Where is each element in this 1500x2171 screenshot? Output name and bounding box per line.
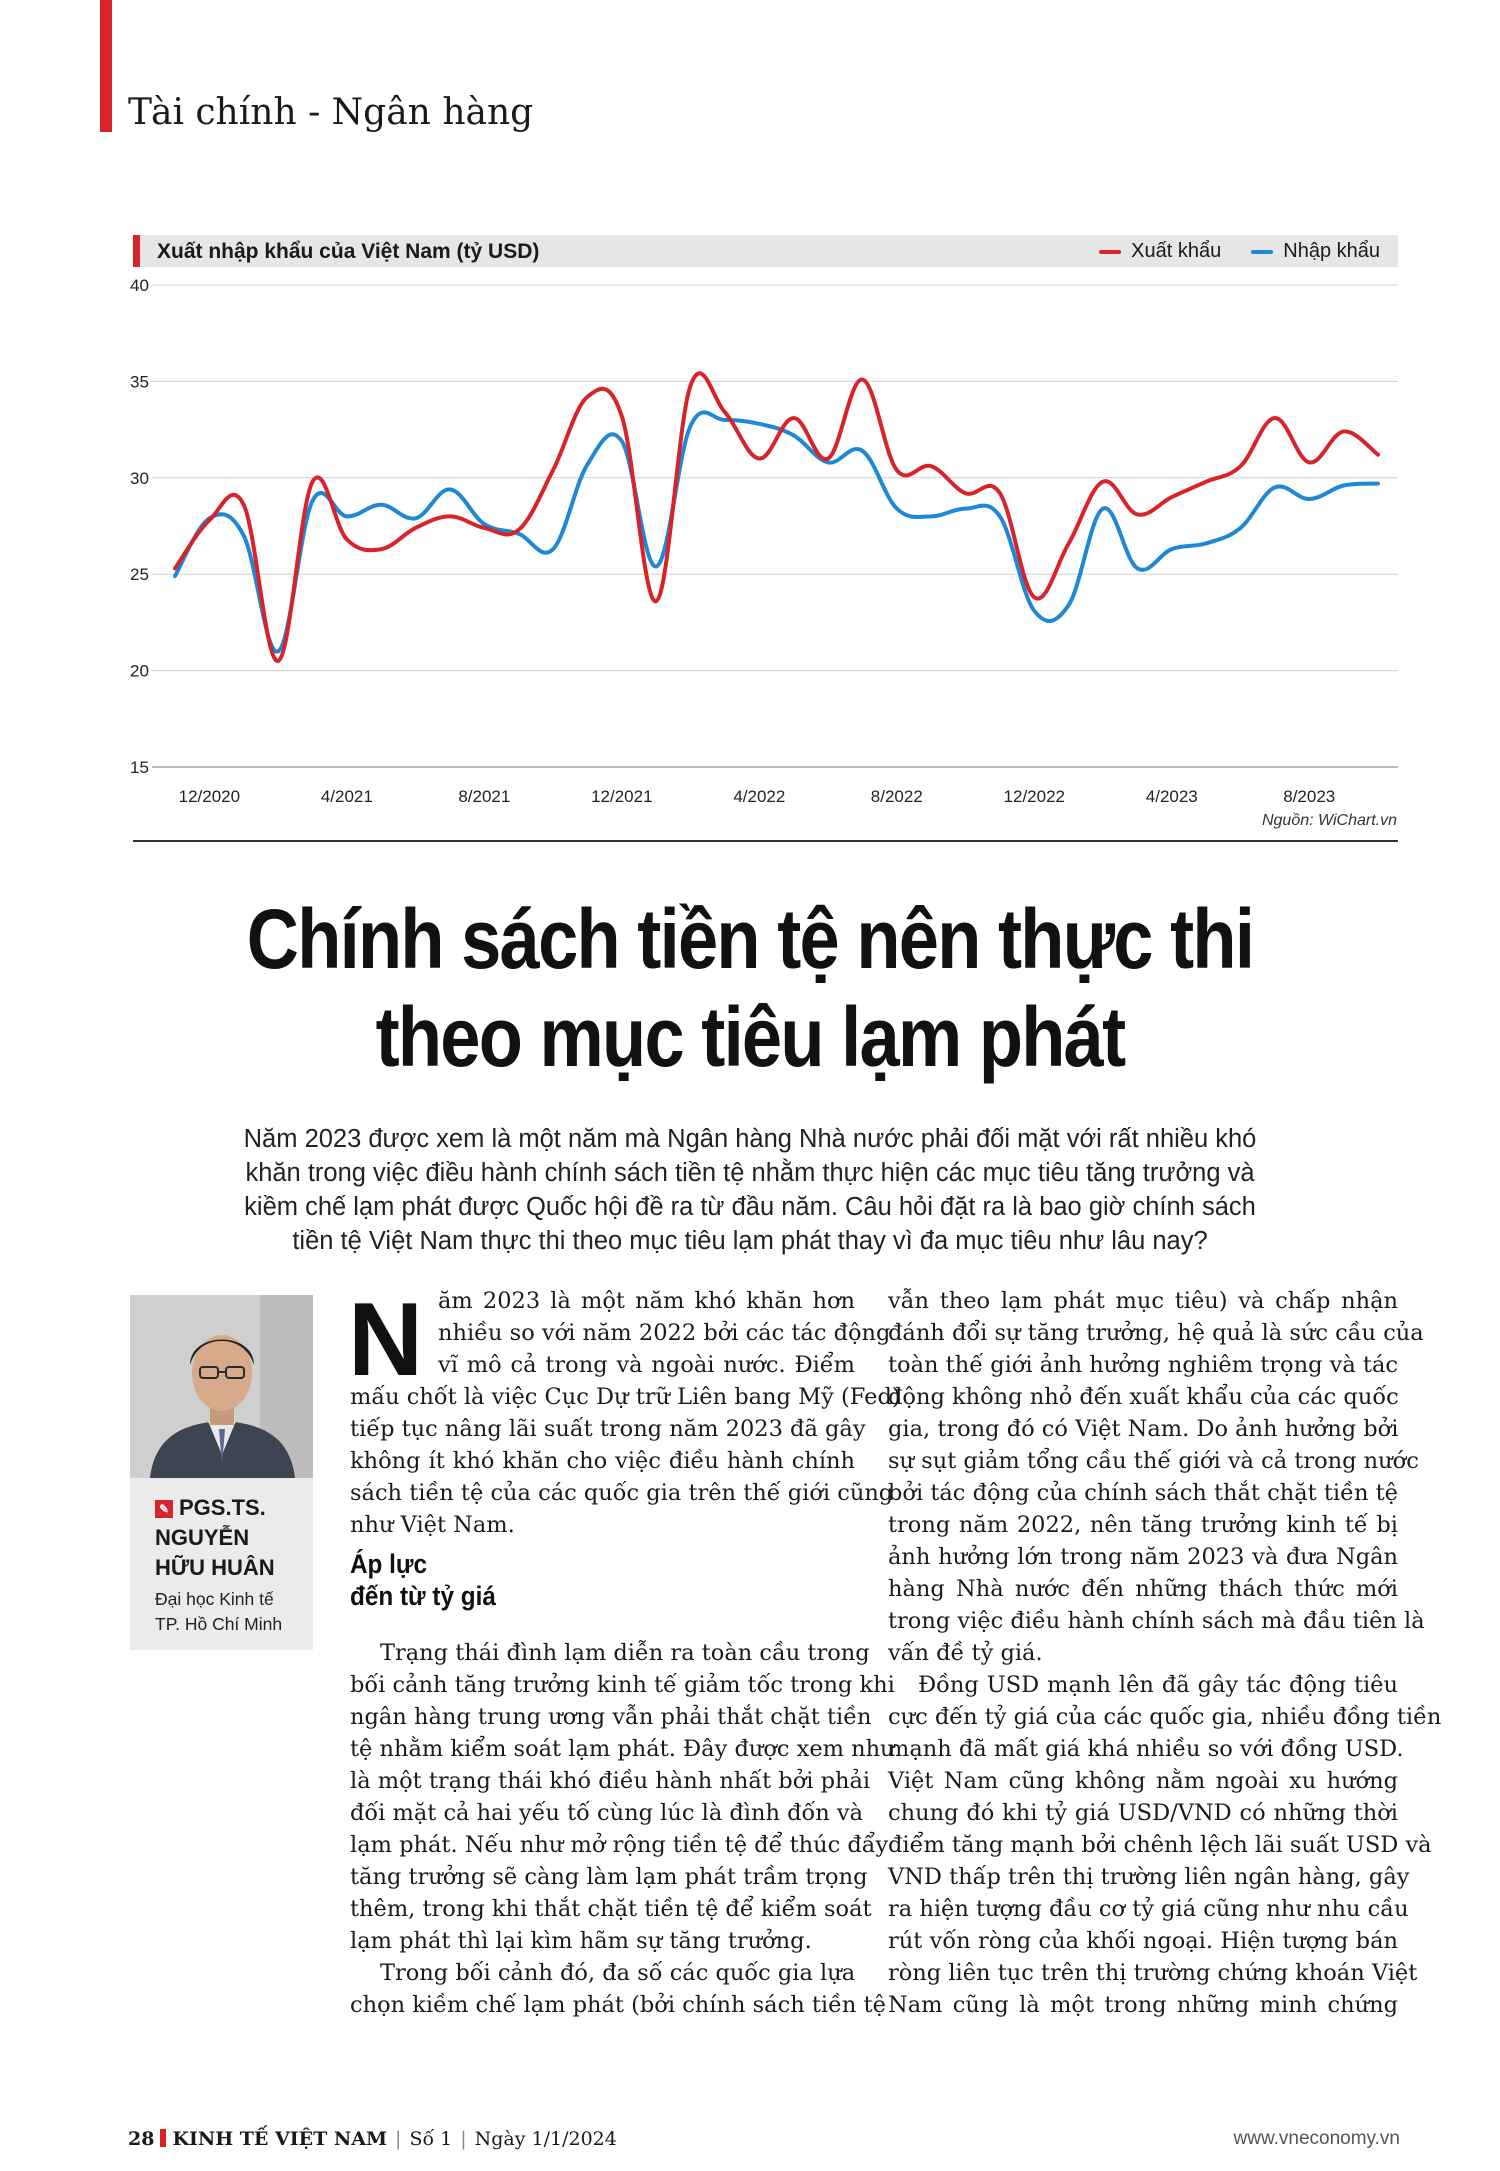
lead-line: tiền tệ Việt Nam thực thi theo mục tiêu lạm phát thay vì đa mục tiêu như lâu nay? xyxy=(292,1227,1208,1255)
body-line: tiếp tục nâng lãi suất trong năm 2023 đã gây xyxy=(350,1416,866,1442)
section-title: Tài chính - Ngân hàng xyxy=(128,92,534,133)
x-tick-label: 8/2022 xyxy=(870,787,923,806)
lead-paragraph xyxy=(220,1122,1280,1258)
body-line: bối cảnh tăng trưởng kinh tế giảm tốc trong khi xyxy=(350,1672,895,1698)
issue-date: Ngày 1/1/2024 xyxy=(474,2128,617,2150)
legend-swatch-imports xyxy=(1251,250,1273,254)
page-footer xyxy=(128,2128,617,2150)
body-line: sự sụt giảm tổng cầu thế giới và cả trong nước xyxy=(888,1448,1419,1474)
body-line: điểm tăng mạnh bởi chênh lệch lãi suất USD và xyxy=(888,1832,1432,1858)
x-tick-label: 4/2023 xyxy=(1145,787,1198,806)
author-affiliation-line: Đại học Kinh tế xyxy=(155,1589,274,1609)
body-line: ảnh hưởng lớn trong năm 2023 và đưa Ngân xyxy=(888,1544,1398,1570)
body-line: như Việt Nam. xyxy=(350,1512,515,1538)
footer-separator: | xyxy=(460,2128,467,2150)
x-tick-label: 12/2021 xyxy=(591,787,653,806)
body-line: tệ nhằm kiểm soát lạm phát. Đây được xem như xyxy=(350,1736,895,1762)
author-name-line: NGUYỄN xyxy=(155,1525,250,1550)
body-line: vĩ mô cả trong và ngoài nước. Điểm xyxy=(438,1352,855,1378)
y-tick-label: 40 xyxy=(130,276,149,295)
body-line: đánh đổi sự tăng trưởng, hệ quả là sức cầu của xyxy=(888,1320,1424,1346)
body-line: vẫn theo lạm phát mục tiêu) và chấp nhận xyxy=(888,1288,1398,1314)
headline-line: Chính sách tiền tệ nên thực thi xyxy=(246,892,1254,986)
section-accent-bar xyxy=(100,0,112,132)
body-line: ăm 2023 là một năm khó khăn hơn xyxy=(438,1288,855,1314)
body-line: vấn đề tỷ giá. xyxy=(888,1640,1043,1666)
intro-text-top xyxy=(438,1285,891,1381)
body-line: Trạng thái đình lạm diễn ra toàn cầu trong xyxy=(380,1640,870,1666)
body-line: Trong bối cảnh đó, đa số các quốc gia lựa xyxy=(380,1960,856,1986)
y-tick-label: 35 xyxy=(130,372,149,392)
author-portrait-icon xyxy=(130,1295,313,1478)
series-line-imports xyxy=(175,412,1378,651)
headline-line: theo mục tiêu lạm phát xyxy=(375,990,1125,1084)
body-line: ra hiện tượng đầu cơ tỷ giá cũng như nhu cầu xyxy=(888,1896,1409,1922)
body-line: lạm phát thì lại kìm hãm sự tăng trưởng. xyxy=(350,1928,812,1954)
pen-icon: ✎ xyxy=(155,1500,173,1518)
subheading-line: Áp lực xyxy=(350,1549,428,1579)
body-line: ròng liên tục trên thị trường chứng khoán Việt xyxy=(888,1960,1418,1986)
x-tick-label: 8/2023 xyxy=(1283,787,1336,806)
chart-title: Xuất nhập khẩu của Việt Nam (tỷ USD) xyxy=(157,240,540,263)
body-line: Nam cũng là một trong những minh chứng xyxy=(888,1992,1398,2018)
body-line: lạm phát. Nếu như mở rộng tiền tệ để thúc đẩy xyxy=(350,1832,889,1858)
chart-divider xyxy=(133,840,1398,842)
author-title: PGS.TS. xyxy=(179,1495,266,1520)
author-name-line: HỮU HUÂN xyxy=(155,1555,275,1580)
x-tick-label: 12/2020 xyxy=(178,787,241,806)
legend-swatch-exports xyxy=(1099,250,1121,254)
headline xyxy=(105,890,1395,1086)
author-affiliation-line: TP. Hồ Chí Minh xyxy=(155,1614,283,1634)
trade-line-chart xyxy=(0,270,1500,810)
author-photo xyxy=(130,1295,313,1478)
legend-label-exports: Xuất khẩu xyxy=(1131,240,1222,262)
chart-header xyxy=(133,235,1398,267)
y-tick-label: 20 xyxy=(130,661,149,681)
body-line: trong việc điều hành chính sách mà đầu tiên là xyxy=(888,1608,1425,1634)
body-line: nhiều so với năm 2022 bởi các tác động xyxy=(438,1320,891,1346)
body-line: Việt Nam cũng không nằm ngoài xu hướng xyxy=(888,1768,1398,1794)
footer-url: www.vneconomy.vn xyxy=(1233,2128,1400,2149)
body-line: mấu chốt là việc Cục Dự trữ Liên bang Mỹ (Fed) xyxy=(350,1384,901,1410)
body-line: sách tiền tệ của các quốc gia trên thế giới cũng xyxy=(350,1480,894,1506)
chart-header-accent xyxy=(133,235,140,267)
body-line: là một trạng thái khó điều hành nhất bởi phải xyxy=(350,1768,871,1794)
legend-item-imports xyxy=(1251,240,1380,263)
intro-text-bottom xyxy=(350,1381,901,1541)
y-tick-label: 30 xyxy=(130,468,149,488)
body-line: rút vốn ròng của khối ngoại. Hiện tượng bán xyxy=(888,1928,1398,1954)
column-2-text xyxy=(888,1285,1442,2021)
footer-accent xyxy=(160,2129,166,2147)
author-name xyxy=(155,1493,305,1583)
body-line: toàn thế giới ảnh hưởng nghiêm trọng và tác xyxy=(888,1352,1398,1378)
body-line: trong năm 2022, nên tăng trưởng kinh tế bị xyxy=(888,1512,1398,1538)
lead-line: Năm 2023 được xem là một năm mà Ngân hàng Nhà nước phải đối mặt với rất nhiều khó xyxy=(243,1125,1257,1153)
lead-line: kiềm chế lạm phát được Quốc hội đề ra từ đầu năm. Câu hỏi đặt ra là bao giờ chính sách xyxy=(244,1193,1256,1221)
issue-number: Số 1 xyxy=(409,2128,453,2150)
chart-source: Nguồn: WiChart.vn xyxy=(1261,812,1397,829)
body-line: VND thấp trên thị trường liên ngân hàng, gây xyxy=(888,1864,1410,1890)
chart-legend xyxy=(1099,240,1380,263)
y-tick-label: 15 xyxy=(130,758,149,777)
body-line: bởi tác động của chính sách thắt chặt tiền tệ xyxy=(888,1480,1398,1506)
body-line: ngân hàng trung ương vẫn phải thắt chặt tiền xyxy=(350,1704,872,1730)
legend-item-exports xyxy=(1099,240,1221,263)
body-line: chọn kiềm chế lạm phát (bởi chính sách tiền tệ xyxy=(350,1992,886,2018)
body-line: động không nhỏ đến xuất khẩu của các quốc xyxy=(888,1384,1399,1410)
body-line: chung đó khi tỷ giá USD/VND có những thời xyxy=(888,1800,1398,1826)
body-line: mạnh đã mất giá khá nhiều so với đồng USD. xyxy=(888,1736,1404,1762)
legend-label-imports: Nhập khẩu xyxy=(1283,240,1380,262)
series-line-exports xyxy=(175,373,1378,661)
body-line: không ít khó khăn cho việc điều hành chính xyxy=(350,1448,855,1474)
drop-cap: N xyxy=(348,1282,424,1398)
body-line: đối mặt cả hai yếu tố cùng lúc là đình đốn và xyxy=(350,1800,864,1826)
x-tick-label: 4/2021 xyxy=(320,787,373,806)
lead-line: khăn trong việc điều hành chính sách tiền tệ nhằm thực hiện các mục tiêu tăng trưởng và xyxy=(245,1159,1255,1187)
body-line: gia, trong đó có Việt Nam. Do ảnh hưởng bởi xyxy=(888,1416,1399,1442)
subheading xyxy=(350,1548,496,1612)
body-line: tăng trưởng sẽ càng làm lạm phát trầm trọng xyxy=(350,1864,868,1890)
column-1-text xyxy=(350,1637,895,2021)
body-line: Đồng USD mạnh lên đã gây tác động tiêu xyxy=(918,1672,1398,1698)
author-box xyxy=(130,1295,313,1650)
body-line: thêm, trong khi thắt chặt tiền tệ để kiểm soát xyxy=(350,1896,872,1922)
page-number: 28 xyxy=(128,2128,155,2150)
body-line: cực đến tỷ giá của các quốc gia, nhiều đồng tiền xyxy=(888,1704,1442,1730)
x-tick-label: 4/2022 xyxy=(733,787,786,806)
y-tick-label: 25 xyxy=(130,565,149,585)
body-line: hàng Nhà nước đến những thách thức mới xyxy=(888,1576,1398,1602)
x-tick-label: 12/2022 xyxy=(1003,787,1066,806)
author-affiliation xyxy=(155,1587,310,1637)
magazine-name: KINH TẾ VIỆT NAM xyxy=(172,2128,388,2150)
x-tick-label: 8/2021 xyxy=(458,787,511,806)
footer-separator: | xyxy=(395,2128,402,2150)
subheading-line: đến từ tỷ giá xyxy=(350,1581,496,1611)
